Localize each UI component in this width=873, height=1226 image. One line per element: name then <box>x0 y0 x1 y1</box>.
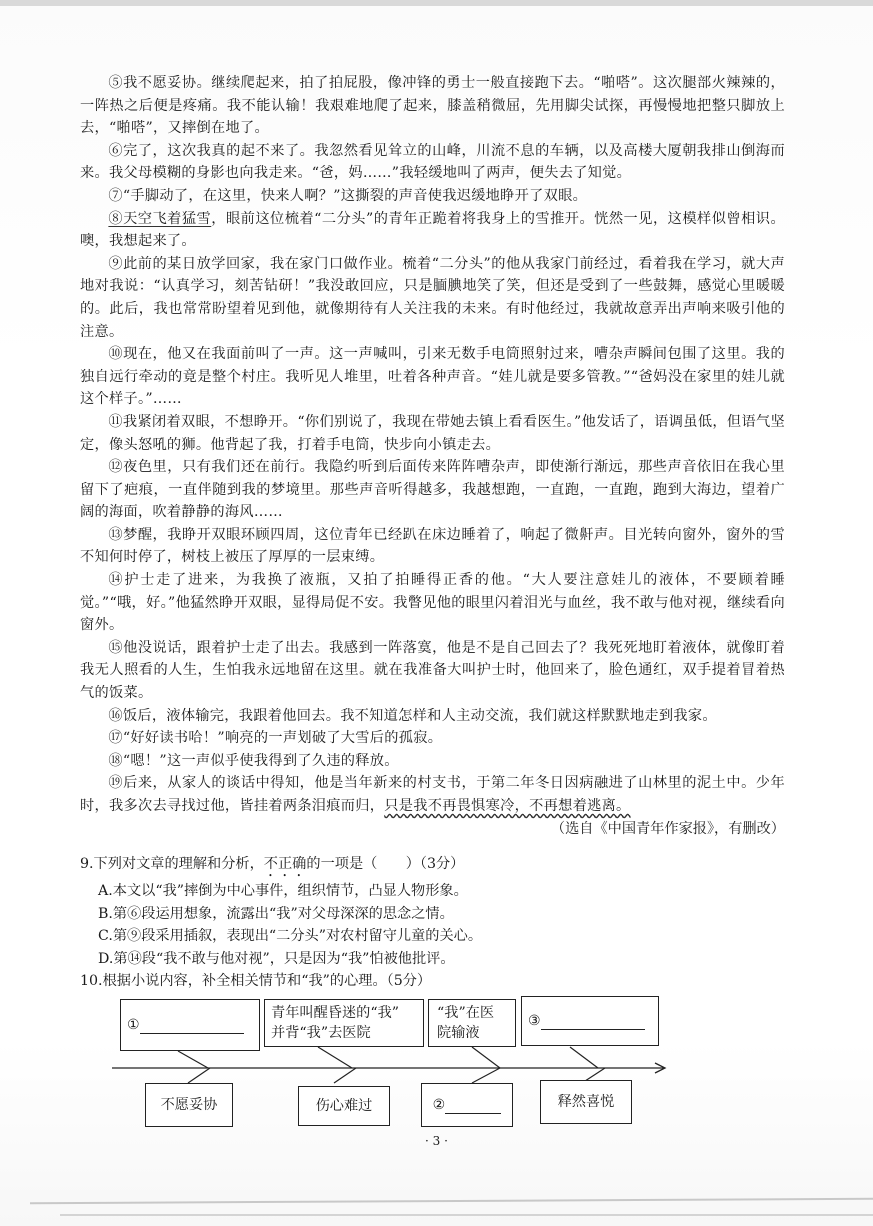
blank-1-marker: ① <box>127 1017 140 1033</box>
paragraph-15: ⑮他没说话，跟着护士走了出去。我感到一阵落寞，他是不是自己回去了？我死死地盯着液体，就像盯着我无人照看的人生，生怕我永远地留在这里。就在我准备大叫护士时，他回来了，脸色通红，双手提着冒着热气的饭菜。 <box>80 639 785 702</box>
question-9-option-b: B.第⑥段运用想象，流露出“我”对父母深深的思念之情。 <box>98 905 454 922</box>
scan-edge-bottom-2 <box>60 1214 873 1216</box>
diagram-box-sad <box>298 1086 390 1126</box>
diagram-box-relieved <box>540 1080 632 1124</box>
timeline-arrowhead <box>655 1063 665 1073</box>
blank-2-line[interactable] <box>445 1097 501 1114</box>
upper-connector-4 <box>570 1047 598 1068</box>
question-9-option-a: A.本文以“我”摔倒为中心事件，组织情节，凸显人物形象。 <box>98 883 468 899</box>
story-text <box>80 72 785 840</box>
lower-connector-2 <box>334 1068 356 1083</box>
upper-connector-2 <box>318 1047 352 1068</box>
paragraph-12: ⑫夜色里，只有我们还在前行。我隐约听到后面传来阵阵嘈杂声，即使渐行渐远，那些声音依旧在我心里留下了疤痕，一直伴随到我的梦境里。那些声音听得越多，我越想跑，一直跑，一直跑，跑到大海边，望着广阔的海面，吹着静静的海风…… <box>80 459 785 521</box>
source-note: （选自《中国青年作家报》，有删改） <box>550 820 785 837</box>
blank-2-marker: ② <box>432 1097 446 1113</box>
paragraph-18: ⑱“嗯！”这一声似乎使我得到了久违的释放。 <box>108 752 399 769</box>
diagram-box-blank-3 <box>521 996 659 1046</box>
box-3-line-1: “我”在医 <box>437 1005 495 1021</box>
paragraph-6: ⑥完了，这次我真的起不来了。我忽然看见耸立的山峰，川流不息的车辆，以及高楼大厦朝我排山倒海而来。我父母模糊的身影也向我走来。“爸，妈……”我轻缓地叫了两声，便失去了知觉。 <box>80 142 785 182</box>
page-number: · 3 · <box>425 1134 448 1148</box>
question-9-stem <box>80 853 785 880</box>
upper-connector-1 <box>178 1051 208 1068</box>
question-9-emphasis: 不正确 <box>263 856 307 872</box>
diagram-box-blank-1 <box>120 999 260 1051</box>
paragraph-9: ⑨此前的某日放学回家，我在家门口做作业。梳着“二分头”的他从我家门前经过，看着我在学习，就大声地对我说：“认真学习，刻苦钻研！”我没敢回应，只是腼腆地笑了笑，但还是受到了一些鼓舞，感觉心里暖暖的。此后，我也常常盼望着见到他，就像期待有人关注我的未来。有时他经过，我就故意弄出声响来吸引他的注意。 <box>80 255 785 340</box>
lower-box-4-text: 释然喜悦 <box>557 1094 615 1110</box>
question-9-option-c: C.第⑨段采用插叙，表现出“二分头”对农村留守儿童的关心。 <box>98 928 483 945</box>
box-2-line-1: 青年叫醒昏迷的“我” <box>271 1005 400 1021</box>
diagram-box-infusion <box>428 999 516 1047</box>
blank-3-marker: ③ <box>528 1013 541 1029</box>
blank-3-line[interactable] <box>541 1013 645 1030</box>
diagram-box-youth-wakes <box>264 999 424 1047</box>
lower-connector-1 <box>188 1068 210 1083</box>
paragraph-8 <box>80 208 785 253</box>
paragraph-19-main: ⑲后来，从家人的谈话中得知，他是当年新来的村支书，于第二年冬日因病融进了山林里的泥土中。少年时，我多次去寻找过他，皆挂着两条泪痕而归， <box>80 775 785 814</box>
box-3-line-2: 院输液 <box>437 1025 480 1041</box>
paragraph-13: ⑬梦醒，我睁开双眼环顾四周，这位青年已经趴在床边睡着了，响起了微鼾声。目光转向窗外，窗外的雪不知何时停了，树枝上被压了厚厚的一层束缚。 <box>80 526 785 566</box>
blank-1-line[interactable] <box>140 1017 244 1034</box>
lower-box-2-text: 伤心难过 <box>315 1098 373 1114</box>
question-9-stem-b: 的一项是（ ）（3分） <box>306 856 465 872</box>
paragraph-19 <box>80 772 785 817</box>
question-10-stem: 10.根据小说内容，补全相关情节和“我”的心理。（5分） <box>80 973 432 990</box>
paragraph-8-rest: ，眼前这位梳着“二分头”的青年正跪着将我身上的雪推开。恍然一见，这模样似曾相识。噢，我想起来了。 <box>80 210 785 250</box>
diagram-box-unwilling <box>145 1083 233 1127</box>
scan-edge-top <box>0 0 873 6</box>
lower-box-1-text: 不愿妥协 <box>160 1097 218 1113</box>
question-9-stem-a: 9.下列对文章的理解和分析， <box>80 856 264 872</box>
questions-section <box>80 853 785 993</box>
paragraph-14: ⑭护士走了进来，为我换了液瓶，又拍了拍睡得正香的他。“大人要注意娃儿的液体，不要顾着睡觉。”“哦，好。”他猛然睁开双眼，显得局促不安。我瞥见他的眼里闪着泪光与血丝，我不敢与他对视，继续看向窗外。 <box>80 572 785 634</box>
paragraph-11: ⑪我紧闭着双眼，不想睁开。“你们别说了，我现在带她去镇上看看医生。”他发话了，语调虽低，但语气坚定，像头怒吼的狮。他背起了我，打着手电筒，快步向小镇走去。 <box>80 413 785 453</box>
paragraph-16: ⑯饭后，液体输完，我跟着他回去。我不知道怎样和人主动交流，我们就这样默默地走到我家。 <box>108 707 717 724</box>
paragraph-7: ⑦“手脚动了，在这里，快来人啊？”这撕裂的声音使我迟缓地睁开了双眼。 <box>108 187 588 204</box>
lower-connector-3 <box>472 1068 500 1083</box>
scan-edge-bottom <box>30 1198 873 1204</box>
paragraph-17: ⑰“好好读书哈！”响亮的一声划破了大雪后的孤寂。 <box>108 730 443 747</box>
diagram-box-blank-2 <box>421 1083 513 1127</box>
upper-connector-3 <box>472 1047 500 1068</box>
paragraph-10: ⑩现在，他又在我面前叫了一声。这一声喊叫，引来无数手电筒照射过来，嘈杂声瞬间包围了这里。我的独自远行牵动的竟是整个村庄。我听见人堆里，吐着各种声音。“娃儿就是要多管教。”“爸妈没在家里的娃儿就这个样子。”…… <box>80 346 785 408</box>
paragraph-19-wavy: 只是我不再畏惧寒冷，不再想着逃离。 <box>384 798 631 814</box>
box-2-line-2: 并背“我”去医院 <box>271 1025 371 1041</box>
paragraph-5: ⑤我不愿妥协。继续爬起来，拍了拍屁股，像冲锋的勇士一般直接跑下去。“啪嗒”。这次腿部火辣辣的，一阵热之后便是疼痛。我不能认输！我艰难地爬了起来，膝盖稍微屈，先用脚尖试探，再慢慢地把整只脚放上去，“啪嗒”，又摔倒在地了。 <box>80 75 785 137</box>
question-9-option-d: D.第⑭段“我不敢与他对视”，只是因为“我”怕被他批评。 <box>98 950 455 967</box>
paragraph-8-underlined: ⑧天空飞着猛雪 <box>108 210 212 227</box>
